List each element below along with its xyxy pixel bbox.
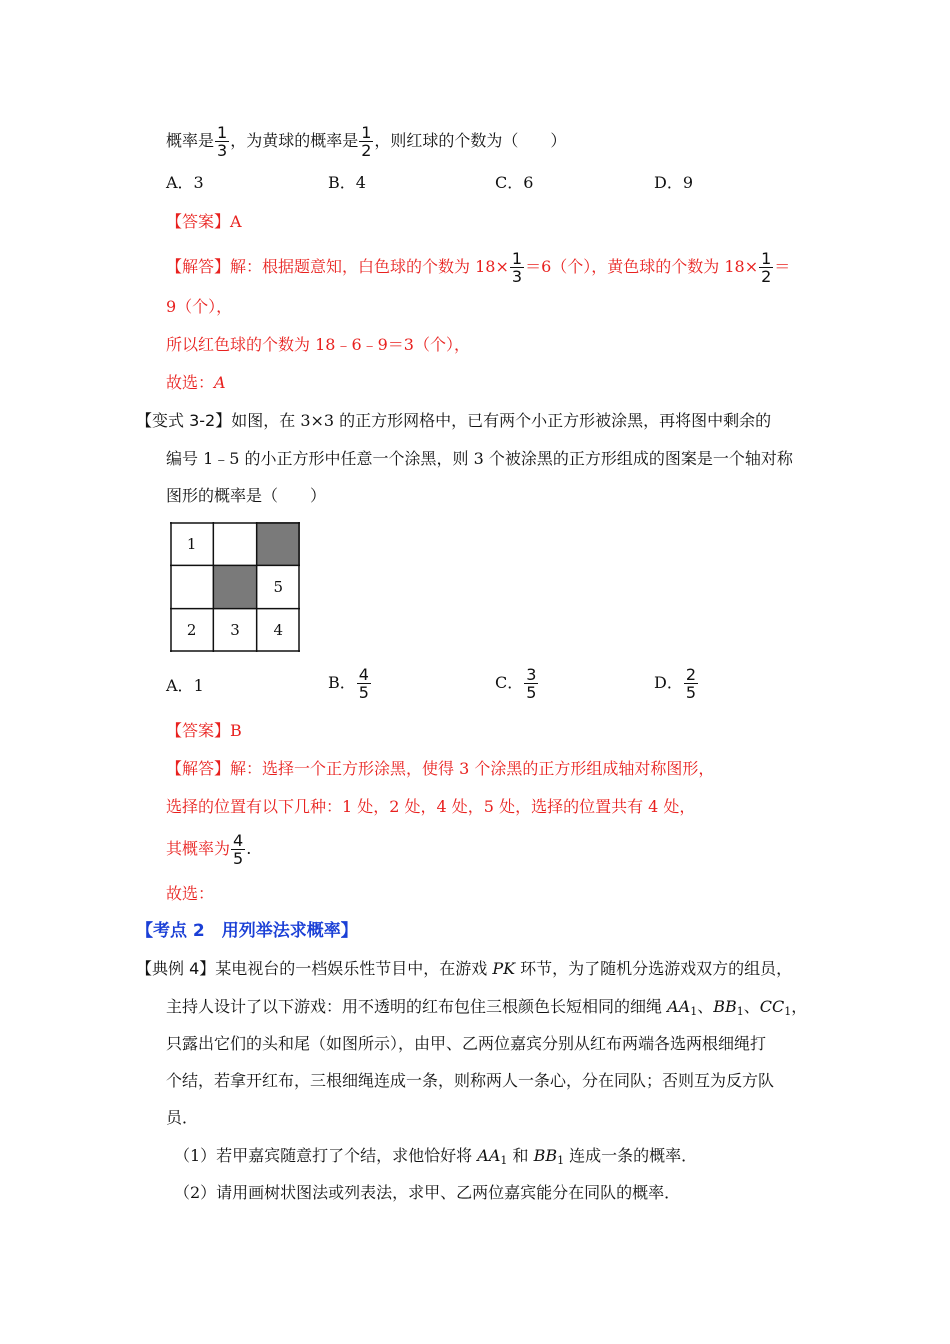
q2-line1 bbox=[136, 410, 771, 432]
grid-cell: 2 bbox=[186, 621, 197, 640]
q1-frac-yellow bbox=[359, 124, 373, 159]
q3-part1-c: 连成一条的概率． bbox=[564, 1146, 698, 1165]
option-prefix: D． bbox=[654, 673, 683, 692]
q2-sol-frac bbox=[231, 832, 245, 867]
q3-text-1b: 环节，为了随机分选游戏双方的组员， bbox=[515, 959, 793, 978]
q1-sol-text-b: ＝6（个），黄色球的个数为 18× bbox=[525, 257, 759, 276]
q3-text-1a: 某电视台的一档娱乐性节目中，在游戏 bbox=[215, 959, 493, 978]
q3-part1-a: （1）若甲嘉宾随意打了个结，求他恰好将 bbox=[174, 1146, 478, 1165]
separator: 、 bbox=[743, 997, 760, 1016]
frac-den: 3 bbox=[511, 267, 523, 286]
rope-cc: CC bbox=[759, 997, 785, 1016]
q1-stem-post: ，则红球的个数为（ ） bbox=[374, 131, 567, 150]
q2-answer: 【答案】B bbox=[166, 721, 242, 740]
q2-option-a bbox=[166, 675, 204, 697]
frac-num: 4 bbox=[358, 665, 369, 684]
q3-line5: 员． bbox=[166, 1108, 199, 1127]
option-frac bbox=[684, 666, 698, 701]
q2-option-c bbox=[495, 666, 539, 701]
frac-num: 2 bbox=[685, 665, 697, 684]
grid-lines bbox=[170, 522, 300, 652]
q1-option-b: B．4 bbox=[328, 173, 366, 192]
q1-sol-frac1 bbox=[510, 250, 524, 285]
q2-tag: 【变式 3-2】 bbox=[136, 411, 232, 430]
q1-sol-choose: 故选： bbox=[166, 373, 215, 392]
q1-sol-text-a: 解：根据题意知，白色球的个数为 18× bbox=[230, 257, 509, 276]
frac-num: 1 bbox=[511, 249, 523, 268]
q2-option-d bbox=[654, 666, 699, 701]
q3-text-2a: 主持人设计了以下游戏：用不透明的红布包住三根颜色长短相同的细绳 bbox=[166, 997, 668, 1016]
option-value: 1 bbox=[193, 676, 204, 695]
q1-sol-choice: A bbox=[214, 373, 226, 392]
q3-line3: 只露出它们的头和尾（如图所示），由甲、乙两位嘉宾分别从红布两端各选两根细绳打 bbox=[166, 1034, 767, 1053]
q2-line3: 图形的概率是（ ） bbox=[166, 486, 327, 505]
option-prefix: C． bbox=[495, 673, 524, 692]
solution-tag: 【解答】 bbox=[166, 257, 231, 276]
option-frac bbox=[524, 666, 538, 701]
frac-num: 4 bbox=[233, 831, 244, 850]
q2-line2: 编号 1﹣5 的小正方形中任意一个涂黑，则 3 个被涂黑的正方形组成的图案是一个轴对称 bbox=[166, 449, 793, 468]
q2-solution-line4: 故选： bbox=[166, 884, 215, 903]
q2-solution-line3 bbox=[166, 832, 251, 867]
option-prefix: B． bbox=[328, 673, 356, 692]
option-frac bbox=[357, 666, 371, 701]
frac-num: 1 bbox=[361, 123, 372, 142]
q3-pk: PK bbox=[492, 959, 516, 978]
q1-solution-line2: 9（个）， bbox=[166, 297, 233, 316]
grid-cell: 5 bbox=[273, 577, 284, 596]
solution-tag: 【解答】 bbox=[166, 759, 231, 778]
q3-line1 bbox=[136, 958, 792, 980]
q3-line2 bbox=[166, 996, 807, 1023]
subscript: 1 bbox=[784, 1005, 792, 1018]
subscript: 1 bbox=[500, 1154, 508, 1167]
frac-num: 3 bbox=[526, 665, 537, 684]
q2-solution-line2: 选择的位置有以下几种：1 处，2 处，4 处，5 处，选择的位置共有 4 处， bbox=[166, 797, 696, 816]
section-heading: 【考点 2 用列举法求概率】 bbox=[136, 921, 358, 941]
separator: ， bbox=[791, 997, 808, 1016]
q1-solution-line3: 所以红色球的个数为 18﹣6﹣9＝3（个）， bbox=[166, 335, 470, 354]
frac-num: 1 bbox=[761, 249, 772, 268]
q2-solution-line1 bbox=[166, 758, 714, 780]
q2-sol-text-1: 解：选择一个正方形涂黑，使得 3 个涂黑的正方形组成轴对称图形， bbox=[230, 759, 715, 778]
q1-option-d: D．9 bbox=[654, 173, 694, 192]
subscript: 1 bbox=[557, 1154, 565, 1167]
q2-sol-text-3b: . bbox=[246, 839, 252, 858]
q2-sol-text-3a: 其概率为 bbox=[166, 839, 231, 858]
frac-den: 3 bbox=[217, 141, 228, 160]
grid-cell: 4 bbox=[273, 621, 284, 640]
q3-part2: （2）请用画树状图法或列表法，求甲、乙两位嘉宾能分在同队的概率． bbox=[174, 1183, 681, 1202]
q2-option-b bbox=[328, 666, 372, 701]
q1-sol-text-c: ＝ bbox=[774, 257, 791, 276]
frac-den: 2 bbox=[361, 141, 372, 160]
q3-line4: 个结，若拿开红布，三根细绳连成一条，则称两人一条心，分在同队；否则互为反方队 bbox=[166, 1071, 775, 1090]
frac-den: 5 bbox=[233, 849, 244, 868]
frac-den: 5 bbox=[685, 683, 697, 702]
q1-stem-mid: ，为黄球的概率是 bbox=[230, 131, 359, 150]
rope-aa: AA bbox=[477, 1146, 501, 1165]
q1-solution-line1 bbox=[166, 250, 790, 285]
rope-aa: AA bbox=[667, 997, 691, 1016]
rope-bb: BB bbox=[533, 1146, 558, 1165]
q3-tag: 【典例 4】 bbox=[136, 959, 216, 978]
subscript: 1 bbox=[690, 1005, 698, 1018]
grid-cell: 1 bbox=[186, 534, 197, 553]
q1-solution-line4 bbox=[166, 372, 226, 394]
frac-num: 1 bbox=[217, 123, 228, 142]
option-prefix: A． bbox=[166, 676, 194, 695]
q1-option-a: A．3 bbox=[166, 173, 204, 192]
q1-frac-white bbox=[215, 124, 229, 159]
q1-stem-pre: 概率是 bbox=[166, 131, 215, 150]
q1-stem bbox=[166, 124, 566, 159]
q2-text-1: 如图，在 3×3 的正方形网格中，已有两个小正方形被涂黑，再将图中剩余的 bbox=[231, 411, 772, 430]
frac-den: 5 bbox=[526, 683, 537, 702]
q1-option-c: C．6 bbox=[495, 173, 534, 192]
frac-den: 2 bbox=[761, 267, 772, 286]
q3-part1-b: 和 bbox=[507, 1146, 534, 1165]
grid-cell: 3 bbox=[230, 621, 240, 640]
subscript: 1 bbox=[736, 1005, 744, 1018]
q1-sol-frac2 bbox=[759, 250, 773, 285]
separator: 、 bbox=[697, 997, 714, 1016]
grid-figure bbox=[170, 522, 300, 652]
rope-bb: BB bbox=[713, 997, 737, 1016]
q3-part1 bbox=[174, 1145, 697, 1172]
q1-answer: 【答案】A bbox=[166, 212, 242, 231]
frac-den: 5 bbox=[358, 683, 369, 702]
